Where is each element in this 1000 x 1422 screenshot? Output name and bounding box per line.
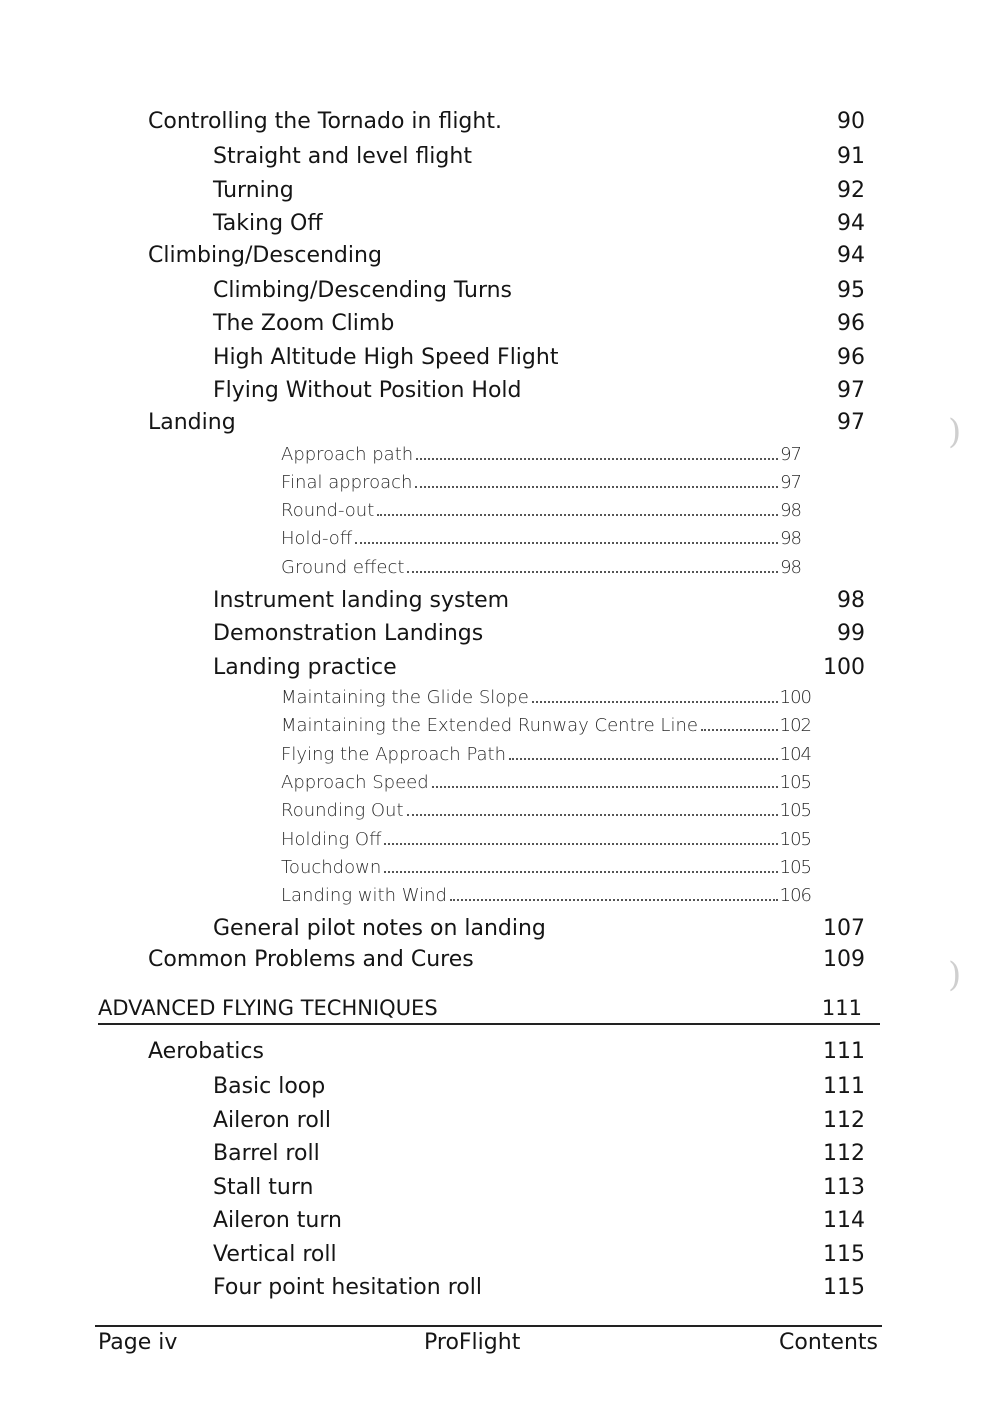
dot-leader <box>432 769 778 788</box>
toc-entry-page: 111 <box>823 1039 865 1064</box>
toc-subentry-title: Approach Speed <box>281 772 429 793</box>
dot-leader <box>415 469 778 488</box>
dot-leader <box>384 854 777 873</box>
toc-entry-page: 113 <box>823 1175 865 1200</box>
toc-entry-title: The Zoom Climb <box>213 311 395 336</box>
toc-entry-page: 95 <box>837 278 865 303</box>
dot-leader <box>407 554 778 573</box>
toc-subentry <box>0 741 1000 767</box>
toc-subentry-page: 98 <box>780 528 801 549</box>
toc-entry-title: Aerobatics <box>148 1039 264 1064</box>
toc-entry-title: Barrel roll <box>213 1141 320 1166</box>
toc-subentry <box>0 469 1000 495</box>
toc-entry <box>0 241 1000 271</box>
toc-entry <box>0 914 1000 944</box>
toc-entry <box>0 1273 1000 1303</box>
toc-entry-page: 111 <box>823 1074 865 1099</box>
toc-entry-title: Common Problems and Cures <box>148 947 474 972</box>
toc-subentry-title: Landing with Wind <box>281 885 447 906</box>
toc-subentry-title: Approach path <box>281 444 414 465</box>
toc-entry-title: Taking Off <box>213 211 323 236</box>
toc-entry-title: Demonstration Landings <box>213 621 484 646</box>
toc-entry-page: 96 <box>837 345 865 370</box>
toc-subentry-title: Final approach <box>281 472 413 493</box>
toc-entry-page: 100 <box>823 655 865 680</box>
toc-entry <box>0 343 1000 373</box>
toc-entry <box>0 1072 1000 1102</box>
toc-subentry-title: Ground effect <box>281 557 405 578</box>
toc-entry <box>0 1173 1000 1203</box>
toc-entry <box>0 309 1000 339</box>
toc-subentry <box>0 826 1000 852</box>
toc-subentry-title: Holding Off <box>281 829 382 850</box>
toc-entry-page: 96 <box>837 311 865 336</box>
dot-leader <box>450 882 778 901</box>
toc-entry-page: 109 <box>823 947 865 972</box>
dot-leader <box>355 525 778 544</box>
toc-subentry-title: Hold-off <box>281 528 353 549</box>
toc-subentry-title: Maintaining the Extended Runway Centre Line <box>281 715 698 736</box>
toc-subentry-page: 104 <box>779 744 811 765</box>
dot-leader <box>509 741 778 760</box>
toc-subentry <box>0 797 1000 823</box>
footer-section-name: Contents <box>779 1330 878 1355</box>
scan-mark: ) <box>948 955 962 995</box>
toc-entry <box>0 142 1000 172</box>
toc-subentry <box>0 882 1000 908</box>
toc-entry-page: 98 <box>837 588 865 613</box>
toc-entry <box>0 1139 1000 1169</box>
toc-subentry <box>0 854 1000 880</box>
toc-entry-page: 91 <box>837 144 865 169</box>
toc-entry <box>0 376 1000 406</box>
toc-entry <box>0 107 1000 137</box>
toc-entry-title: Flying Without Position Hold <box>213 378 522 403</box>
section-heading-page: 111 <box>821 996 862 1020</box>
toc-subentry-page: 106 <box>779 885 811 906</box>
footer-page-number: Page iv <box>98 1330 178 1355</box>
toc-entry <box>0 276 1000 306</box>
dot-leader <box>532 684 778 703</box>
toc-entry-page: 94 <box>837 211 865 236</box>
toc-entry-title: Basic loop <box>213 1074 326 1099</box>
toc-entry-title: Stall turn <box>213 1175 314 1200</box>
toc-subentry-page: 105 <box>779 772 811 793</box>
toc-entry <box>0 1037 1000 1067</box>
toc-entry <box>0 945 1000 975</box>
toc-entry <box>0 1106 1000 1136</box>
toc-subentry-page: 105 <box>779 857 811 878</box>
toc-subentry-page: 105 <box>779 800 811 821</box>
toc-entry <box>0 586 1000 616</box>
toc-entry-page: 90 <box>837 109 865 134</box>
section-heading <box>98 993 880 1025</box>
toc-subentry-page: 102 <box>779 715 811 736</box>
toc-subentry-page: 98 <box>780 500 801 521</box>
toc-entry-title: Vertical roll <box>213 1242 337 1267</box>
toc-subentry <box>0 684 1000 710</box>
toc-subentry-title: Round-out <box>281 500 375 521</box>
toc-entry-title: Instrument landing system <box>213 588 510 613</box>
toc-subentry <box>0 497 1000 523</box>
toc-entry <box>0 176 1000 206</box>
toc-subentry <box>0 441 1000 467</box>
toc-entry <box>0 653 1000 683</box>
section-heading-title: ADVANCED FLYING TECHNIQUES <box>98 996 438 1020</box>
toc-entry-title: Landing practice <box>213 655 397 680</box>
toc-entry-page: 114 <box>823 1208 865 1233</box>
toc-subentry <box>0 525 1000 551</box>
toc-subentry-title: Flying the Approach Path <box>281 744 506 765</box>
toc-entry <box>0 1206 1000 1236</box>
toc-entry-title: Climbing/Descending Turns <box>213 278 513 303</box>
toc-subentry-page: 97 <box>780 472 801 493</box>
toc-subentry <box>0 769 1000 795</box>
toc-subentry-title: Rounding Out <box>281 800 404 821</box>
toc-subentry <box>0 712 1000 738</box>
toc-entry-title: General pilot notes on landing <box>213 916 546 941</box>
dot-leader <box>407 797 778 816</box>
dot-leader <box>701 712 778 731</box>
toc-subentry-page: 97 <box>780 444 801 465</box>
toc-entry-page: 112 <box>823 1108 865 1133</box>
page-footer <box>0 1328 1000 1358</box>
toc-subentry-page: 98 <box>780 557 801 578</box>
scan-mark: ) <box>948 412 962 452</box>
footer-product-name: ProFlight <box>424 1330 521 1355</box>
toc-entry-page: 99 <box>837 621 865 646</box>
toc-entry-page: 115 <box>823 1242 865 1267</box>
toc-entry-title: Straight and level flight <box>213 144 472 169</box>
dot-leader <box>416 441 778 460</box>
dot-leader <box>377 497 778 516</box>
toc-subentry-page: 100 <box>779 687 811 708</box>
toc-subentry-title: Maintaining the Glide Slope <box>281 687 529 708</box>
toc-entry-title: Turning <box>213 178 294 203</box>
toc-entry-title: Four point hesitation roll <box>213 1275 482 1300</box>
toc-entry-page: 92 <box>837 178 865 203</box>
toc-entry <box>0 408 1000 438</box>
toc-entry-title: High Altitude High Speed Flight <box>213 345 559 370</box>
toc-entry <box>0 1240 1000 1270</box>
toc-entry-page: 94 <box>837 243 865 268</box>
dot-leader <box>384 826 777 845</box>
toc-entry <box>0 209 1000 239</box>
toc-subentry-title: Touchdown <box>281 857 382 878</box>
footer-rule <box>95 1325 882 1327</box>
toc-entry-page: 112 <box>823 1141 865 1166</box>
toc-entry-title: Aileron turn <box>213 1208 342 1233</box>
toc-entry-page: 107 <box>823 916 865 941</box>
toc-entry-title: Aileron roll <box>213 1108 332 1133</box>
toc-entry-page: 97 <box>837 378 865 403</box>
toc-entry-title: Controlling the Tornado in flight. <box>148 109 502 134</box>
toc-entry <box>0 619 1000 649</box>
toc-entry-page: 115 <box>823 1275 865 1300</box>
toc-entry-title: Climbing/Descending <box>148 243 382 268</box>
toc-subentry-page: 105 <box>779 829 811 850</box>
toc-entry-title: Landing <box>148 410 236 435</box>
toc-entry-page: 97 <box>837 410 865 435</box>
toc-subentry <box>0 554 1000 580</box>
